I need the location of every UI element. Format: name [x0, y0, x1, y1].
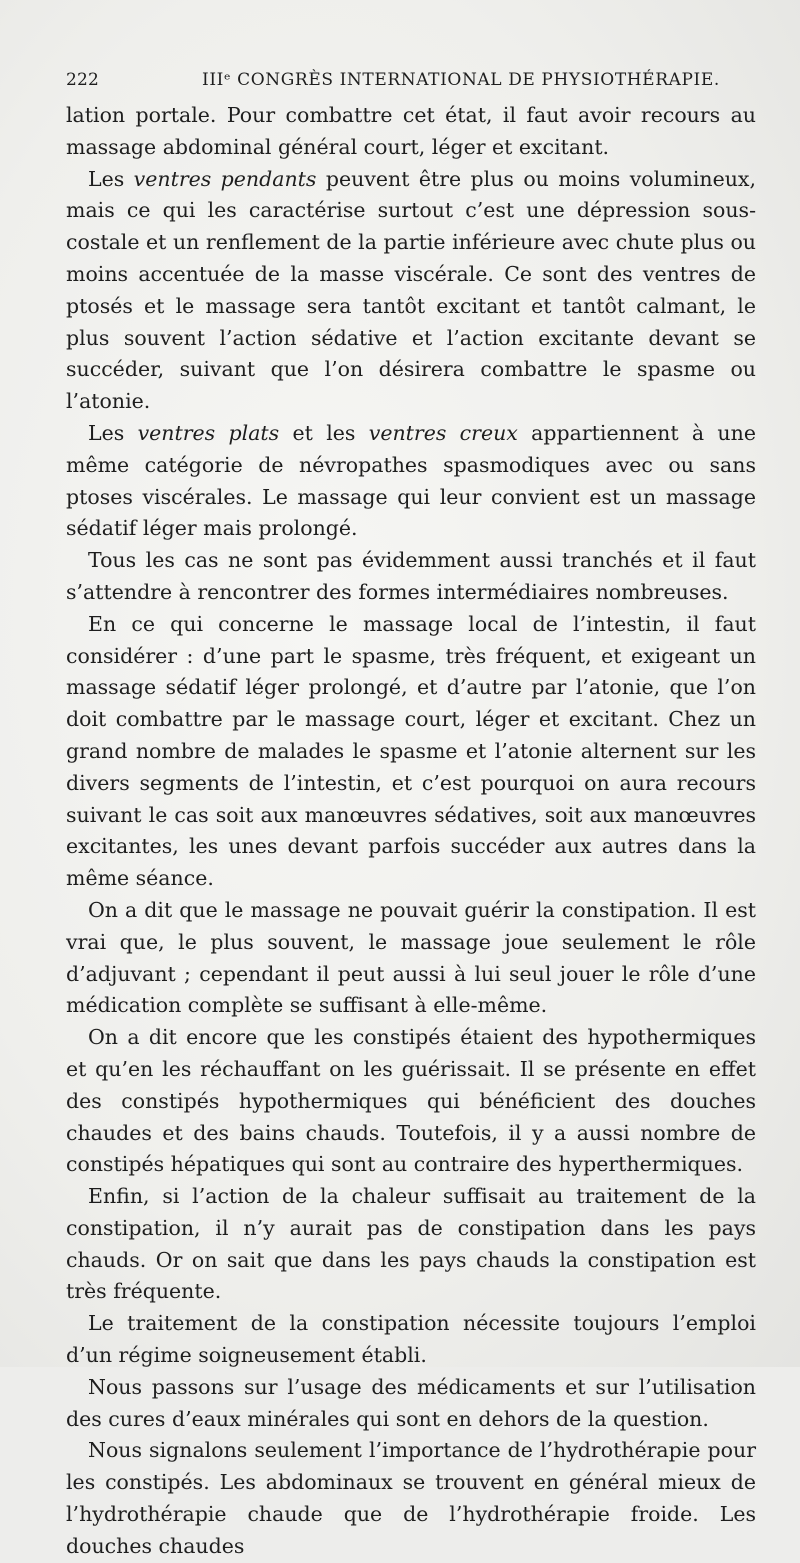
paragraph: Nous passons sur l’usage des médicaments et sur l’utilisation des cures d’eaux minérales qui sont en dehors de la question. — [66, 1374, 756, 1431]
paragraph: Le traitement de la constipation nécessite toujours l’emploi d’un régime soigneusement établi. — [66, 1311, 756, 1368]
paragraph: Les ventres plats et les ventres creux appartiennent à une même catégorie de névropathes spasmodiques avec ou sans ptoses viscérales. Le massage qui leur convient est un massage sédatif léger mais prolongé. — [66, 420, 756, 541]
paragraph: lation portale. Pour combattre cet état, il faut avoir recours au massage abdominal général court, léger et excitant. — [66, 103, 756, 159]
emphasis: ventres creux — [368, 420, 518, 445]
paragraph: On a dit que le massage ne pouvait guérir la constipation. Il est vrai que, le plus souvent, le massage joue seulement le rôle d’adjuvant ; cependant il peut aussi à lui seul jouer le rôle d’une médication complète se suffisant à elle-même. — [66, 897, 756, 1018]
emphasis: ventres pendants — [133, 166, 317, 191]
page-header — [66, 70, 756, 96]
emphasis: ventres plats — [137, 420, 280, 445]
body-text — [66, 100, 756, 1563]
paragraph: On a dit encore que les constipés étaient des hypothermiques et qu’en les réchauffant on les guérissait. Il se présente en effet des constipés hypothermiques qui bénéficient des douches chaudes et des bains chauds. Toutefois, il y a aussi nombre de constipés hépatiques qui sont au contraire des hyperthermiques. — [66, 1025, 756, 1177]
paragraph: Enfin, si l’action de la chaleur suffisait au traitement de la constipation, il n’y aurait pas de constipation dans les pays chauds. Or on sait que dans les pays chauds la constipation est très fréquente. — [66, 1184, 756, 1304]
paragraph: Les ventres pendants peuvent être plus ou moins volumineux, mais ce qui les caractérise surtout c’est une dépression sous-costale et un renflement de la partie inférieure avec chute plus ou moins accentuée de la masse viscérale. Ce sont des ventres de ptosés et le massage sera tantôt excitant et tantôt calmant, le plus souvent l’action sédative et l’action excitante devant se succéder, suivant que l’on désirera combattre le spasme ou l’atonie. — [66, 166, 756, 414]
paragraph: En ce qui concerne le massage local de l’intestin, il faut considérer : d’une part le spasme, très fréquent, et exigeant un massage sédatif léger prolongé, et d’autre par l’atonie, que l’on doit combattre par le massage court, léger et excitant. Chez un grand nombre de malades le spasme et l’atonie alternent sur les divers segments de l’intestin, et c’est pourquoi on aura recours suivant le cas soit aux manœuvres sédatives, soit aux manœuvres excitantes, les unes devant parfois succéder aux autres dans la même séance. — [66, 611, 756, 891]
paragraph: Tous les cas ne sont pas évidemment aussi tranchés et il faut s’attendre à rencontrer des formes intermédiaires nombreuses. — [66, 548, 756, 604]
running-title: IIIᵉ CONGRÈS INTERNATIONAL DE PHYSIOTHÉRAPIE. — [202, 70, 720, 90]
paragraph: Nous signalons seulement l’importance de l’hydrothérapie pour les constipés. Les abdominaux se trouvent en général mieux de l’hydrothérapie chaude que de l’hydrothérapie froide. Les douches chaudes — [66, 1438, 756, 1558]
page-number: 222 — [66, 70, 100, 90]
